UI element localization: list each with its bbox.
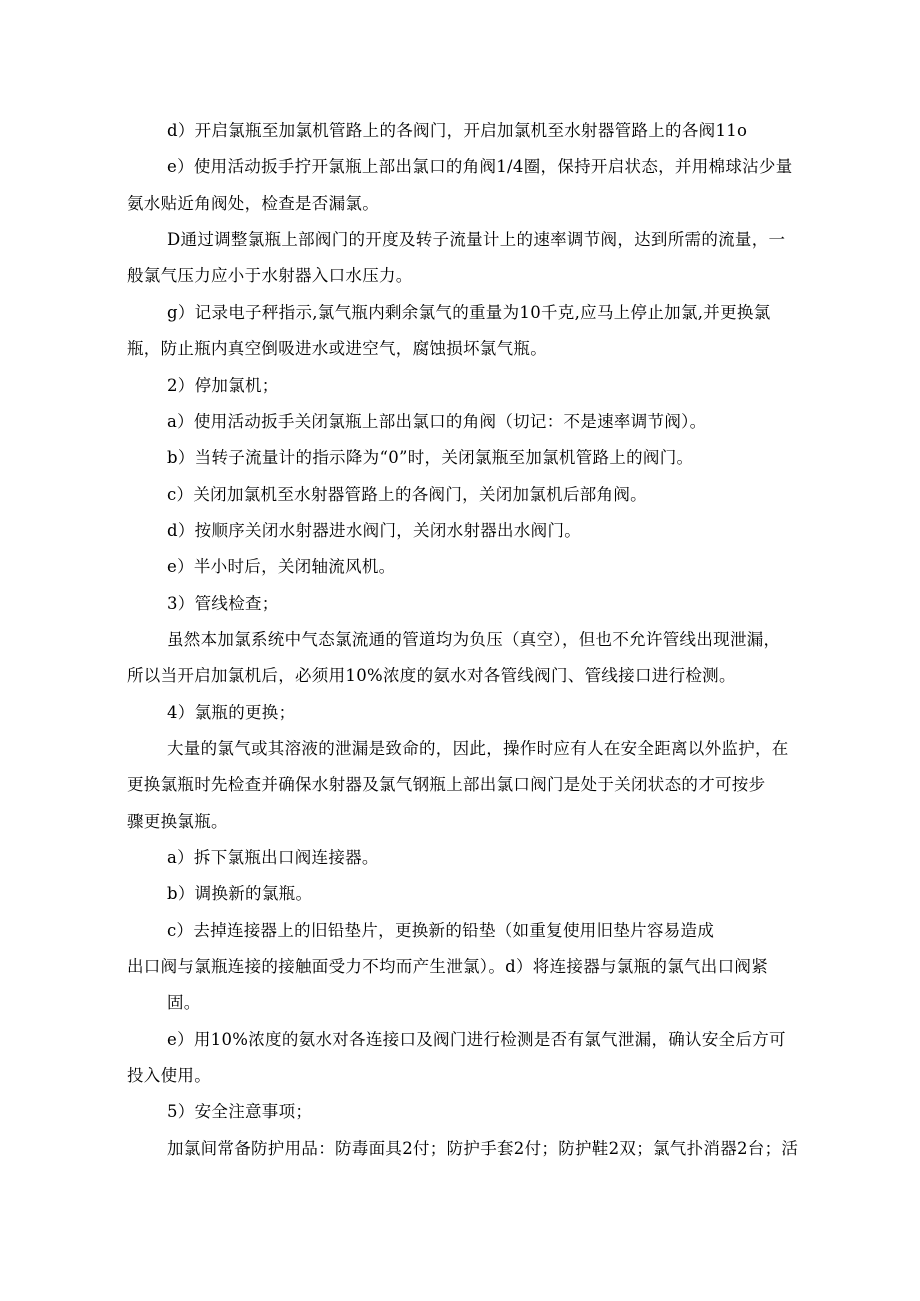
text-line: 所以当开启加氯机后，必须用10%浓度的氨水对各管线阀门、管线接口进行检测。: [127, 666, 736, 685]
text-line: c）关闭加氯机至水射器管路上的各阀门，关闭加氯机后部角阀。: [167, 485, 647, 504]
text-line: 骤更换氯瓶。: [127, 812, 228, 831]
text-line: 5）安全注意事项；: [167, 1102, 313, 1121]
text-line: d）按顺序关闭水射器进水阀门，关闭水射器出水阀门。: [167, 521, 582, 540]
text-line: 投入使用。: [127, 1066, 211, 1085]
text-line: 固。: [167, 993, 201, 1012]
text-line: 3）管线检查；: [167, 594, 279, 613]
text-line: e）半小时后，关闭轴流风机。: [167, 557, 396, 576]
text-line: 瓶，防止瓶内真空倒吸进水或进空气，腐蚀损坏氯气瓶。: [127, 339, 547, 358]
text-line: 4）氯瓶的更换；: [167, 703, 296, 722]
text-line: 2）停加氯机；: [167, 376, 279, 395]
text-line: d）开启氯瓶至加氯机管路上的各阀门，开启加氯机至水射器管路上的各阀11o: [167, 121, 748, 140]
text-line: b）调换新的氯瓶。: [167, 884, 313, 903]
text-line: 更换氯瓶时先检查并确保水射器及氯气钢瓶上部出氯口阀门是处于关闭状态的才可按步: [127, 775, 766, 794]
text-line: g）记录电子秤指示,氯气瓶内剩余氯气的重量为10千克,应马上停止加氯,并更换氯: [167, 303, 771, 322]
text-line: a）使用活动扳手关闭氯瓶上部出氯口的角阀（切记：不是速率调节阀）。: [167, 412, 707, 431]
text-line: e）使用活动扳手拧开氯瓶上部出氯口的角阀1/4圈，保持开启状态，并用棉球沾少量: [167, 157, 793, 176]
text-line: 般氯气压力应小于水射器入口水压力。: [127, 266, 413, 285]
text-line: a）拆下氯瓶出口阀连接器。: [167, 848, 379, 867]
text-line: 氨水贴近角阀处，检查是否漏氯。: [127, 194, 379, 213]
text-line: c）去掉连接器上的旧铅垫片，更换新的铅垫（如重复使用旧垫片容易造成: [167, 921, 715, 940]
text-line: 加氯间常备防护用品：防毒面具2付；防护手套2付；防护鞋2双；氯气扑消器2台；活: [167, 1139, 799, 1158]
text-line: 大量的氯气或其溶液的泄漏是致命的，因此，操作时应有人在安全距离以外监护，在: [167, 739, 789, 758]
text-line: D通过调整氯瓶上部阀门的开度及转子流量计上的速率调节阀，达到所需的流量，一: [167, 230, 786, 249]
text-line: b）当转子流量计的指示降为“0”时，关闭氯瓶至加氯机管路上的阀门。: [167, 448, 694, 467]
text-line: 出口阀与氯瓶连接的接触面受力不均而产生泄氯）。d）将连接器与氯瓶的氯气出口阀紧: [127, 957, 769, 976]
text-line: e）用10%浓度的氨水对各连接口及阀门进行检测是否有氯气泄漏，确认安全后方可: [167, 1030, 786, 1049]
text-line: 虽然本加氯系统中气态氯流通的管道均为负压（真空），但也不允许管线出现泄漏，: [167, 630, 781, 649]
